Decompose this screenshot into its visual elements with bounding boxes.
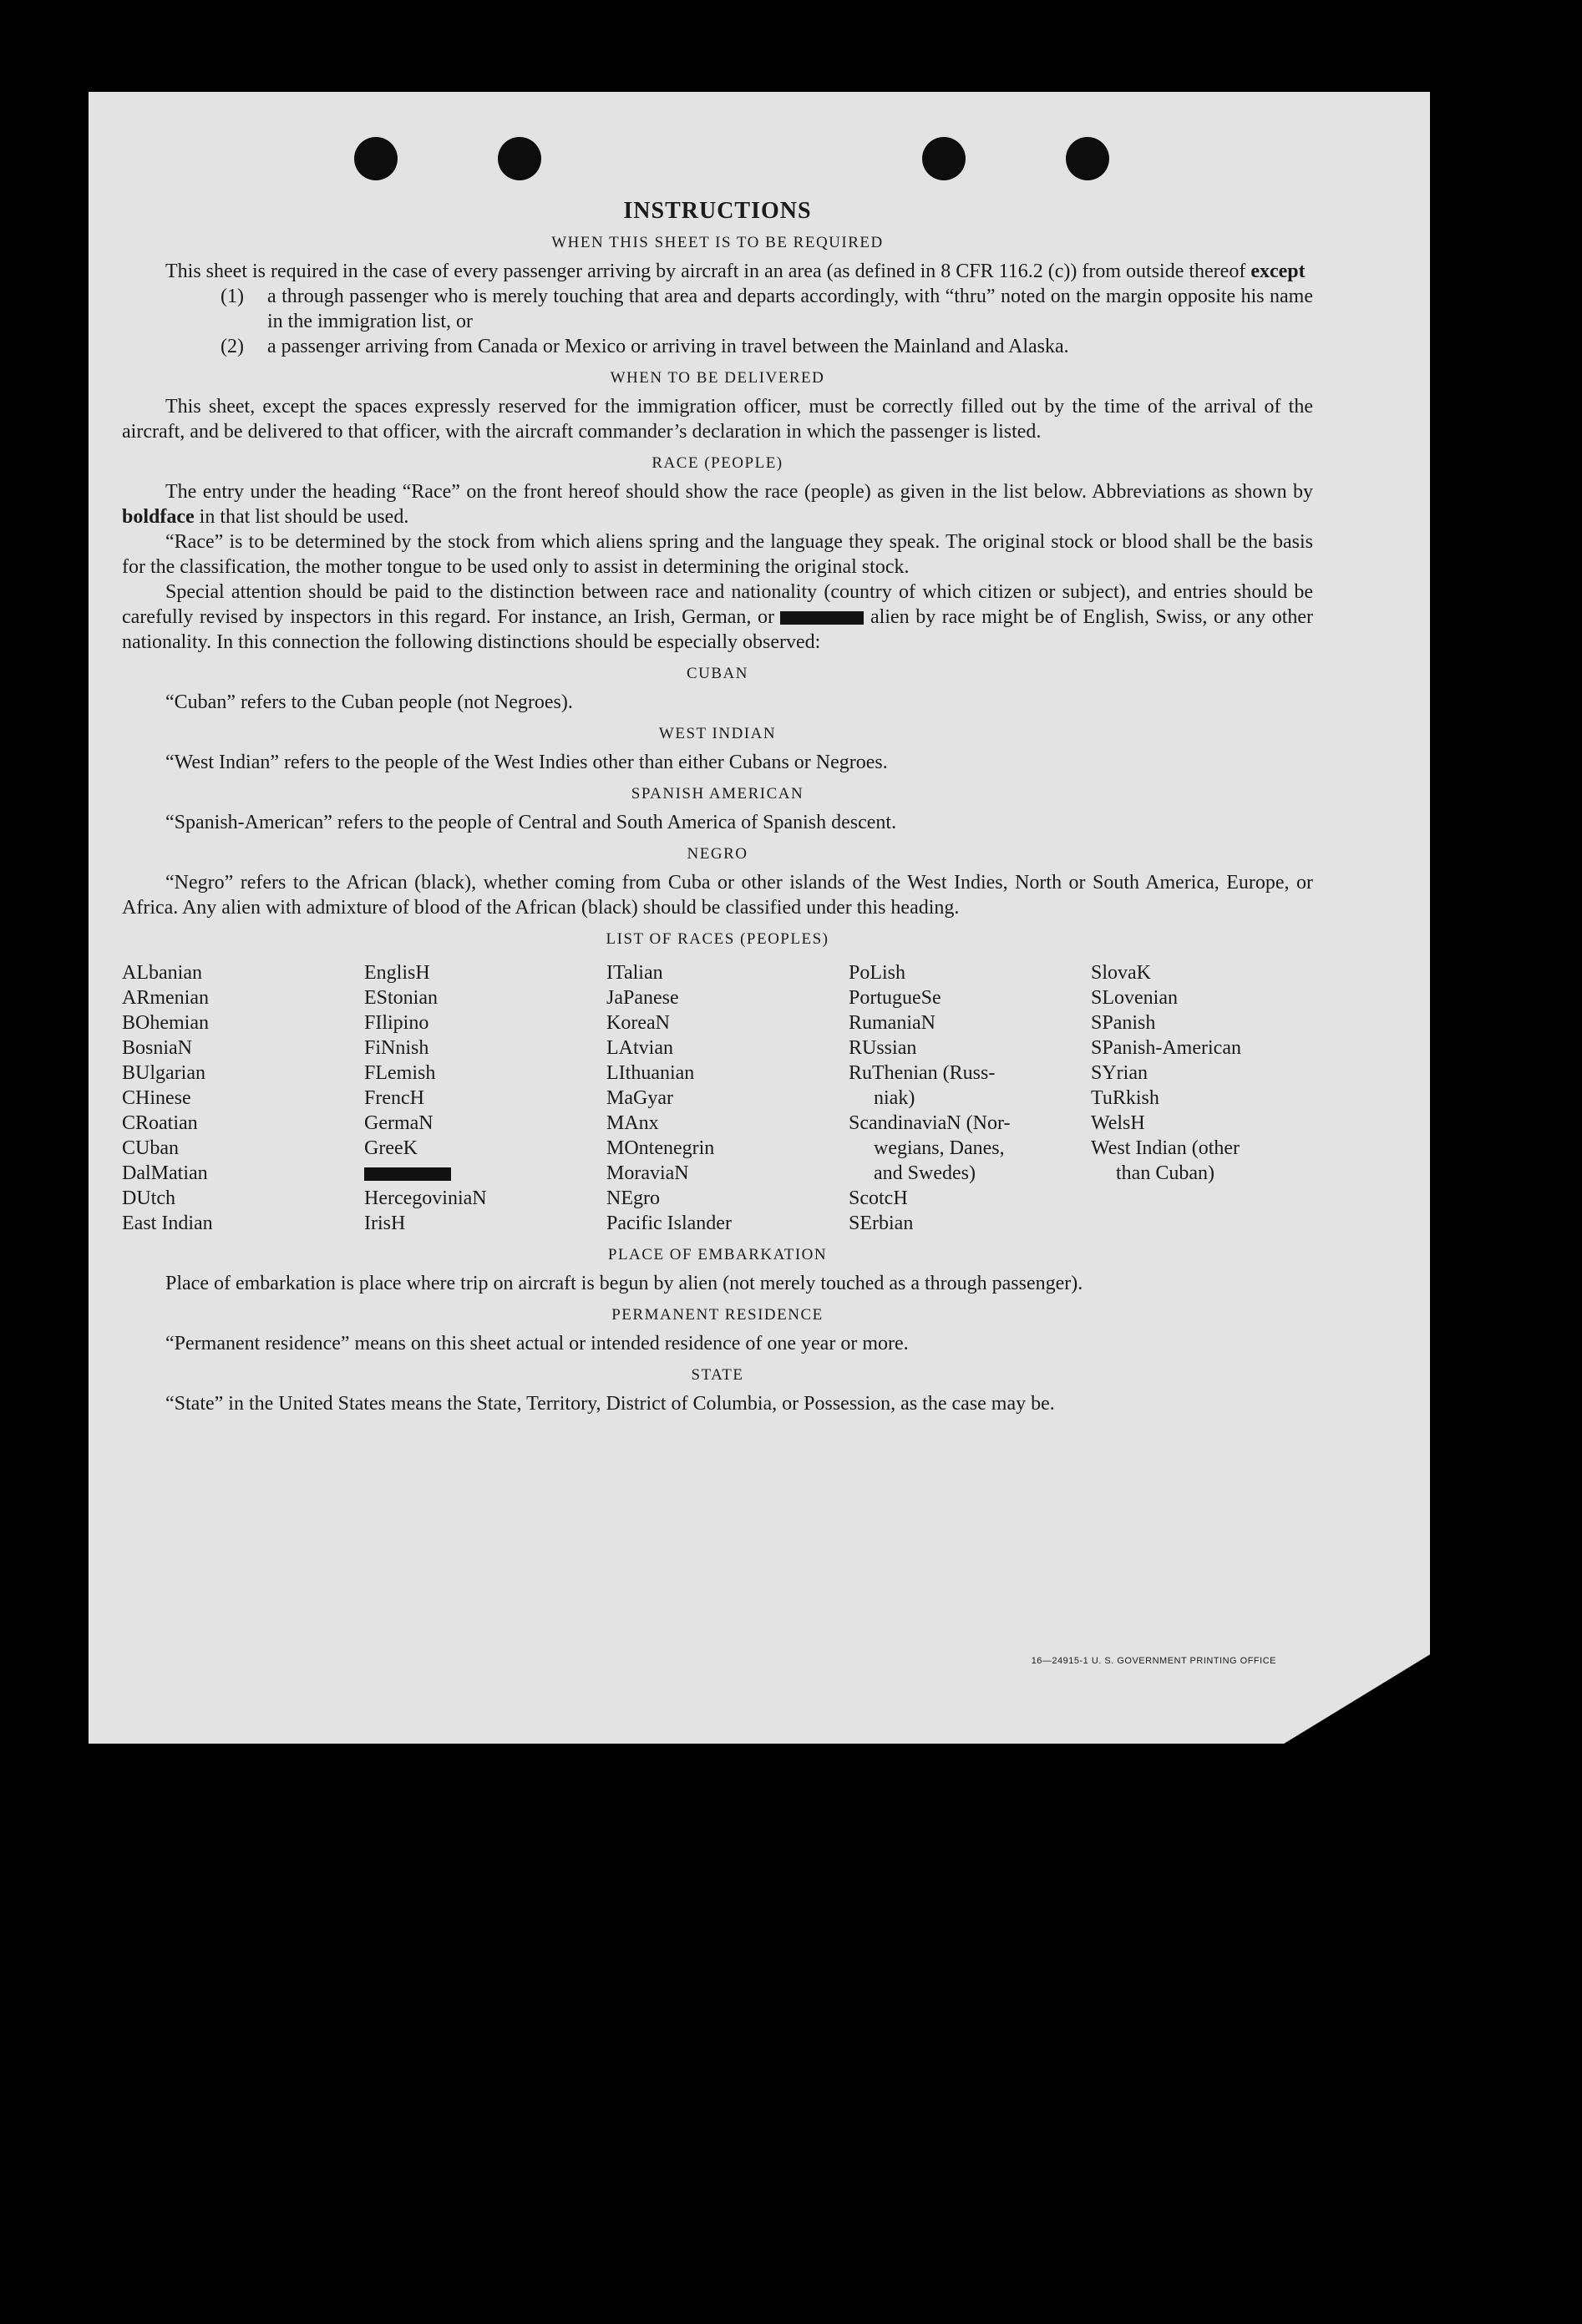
- section-heading: STATE: [691, 1366, 744, 1384]
- race-item: CHinese: [122, 1087, 191, 1109]
- section-heading: PLACE OF EMBARKATION: [607, 1246, 828, 1263]
- race-item: ScandinaviaN (Nor-: [849, 1112, 1011, 1134]
- race-item: MOntenegrin: [606, 1137, 715, 1159]
- race-item: RuThenian (Russ-: [849, 1062, 996, 1084]
- race-item: CUban: [122, 1137, 179, 1159]
- race-item: East Indian: [122, 1213, 213, 1234]
- races-column: [849, 960, 1091, 1236]
- race-item: KoreaN: [606, 1012, 670, 1034]
- race-item: BosniaN: [122, 1037, 192, 1059]
- race-item: FLemish: [364, 1062, 436, 1084]
- folded-corner: [1281, 1653, 1432, 1745]
- race-item: DalMatian: [122, 1162, 208, 1184]
- races-column: [606, 960, 849, 1236]
- races-column: [122, 960, 364, 1236]
- section-heading: NEGRO: [687, 845, 748, 863]
- paragraph-text: The entry under the heading “Race” on the front hereof should show the race (people) as given in the list below. Abbreviations as shown by: [165, 481, 1313, 503]
- race-item: LIthuanian: [606, 1062, 695, 1084]
- race-item: EnglisH: [364, 962, 430, 984]
- race-item: BUlgarian: [122, 1062, 205, 1084]
- race-item: HercegoviniaN: [364, 1187, 487, 1209]
- race-item: GreeK: [364, 1137, 418, 1159]
- race-item: CRoatian: [122, 1112, 198, 1134]
- paragraph: [122, 479, 1313, 529]
- race-item: MAnx: [606, 1112, 659, 1134]
- race-item: SlovaK: [1091, 962, 1151, 984]
- paragraph-text: This sheet is required in the case of every passenger arriving by aircraft in an area (as defined in 8 CFR 116.2 (c)) from outside thereof: [165, 261, 1251, 282]
- race-item: and Swedes): [874, 1162, 976, 1184]
- section-heading: WHEN TO BE DELIVERED: [610, 369, 825, 387]
- punch-hole: [354, 137, 398, 180]
- redaction-mark: [780, 611, 864, 625]
- punch-hole: [498, 137, 541, 180]
- item-text: a through passenger who is merely touching that area and departs accordingly, with “thru” noted on the margin opposite his name in the immigration list, or: [267, 286, 1313, 332]
- race-item: FrencH: [364, 1087, 424, 1109]
- paragraph: “State” in the United States means the State, Territory, District of Columbia, or Possession, as the case may be.: [165, 1393, 1055, 1415]
- paragraph: Place of embarkation is place where trip on aircraft is begun by alien (not merely touched as a through passenger).: [165, 1273, 1083, 1294]
- list-item: [122, 334, 1313, 359]
- list-item: [122, 284, 1313, 334]
- race-item: ARmenian: [122, 987, 209, 1009]
- race-item: MaGyar: [606, 1087, 673, 1109]
- race-item: JaPanese: [606, 987, 679, 1009]
- section-heading: CUBAN: [686, 665, 748, 682]
- punch-hole: [922, 137, 966, 180]
- race-item: than Cuban): [1116, 1162, 1214, 1184]
- paragraph: “Negro” refers to the African (black), whether coming from Cuba or other islands of the West Indies, North or South America, Europe, or Africa. Any alien with admixture of blood of the African (black) should be classified under this heading.: [122, 872, 1313, 919]
- race-item: NEgro: [606, 1187, 660, 1209]
- race-item: SYrian: [1091, 1062, 1148, 1084]
- race-item: MoraviaN: [606, 1162, 689, 1184]
- races-column: [1091, 960, 1333, 1236]
- race-item: FIlipino: [364, 1012, 429, 1034]
- paragraph: [122, 580, 1313, 655]
- race-item: RUssian: [849, 1037, 917, 1059]
- paragraph: [122, 259, 1313, 284]
- race-item: SLovenian: [1091, 987, 1178, 1009]
- item-text: a passenger arriving from Canada or Mexico or arriving in travel between the Mainland and Alaska.: [267, 336, 1069, 357]
- race-item: DUtch: [122, 1187, 175, 1209]
- race-item: FiNnish: [364, 1037, 429, 1059]
- races-list: [122, 960, 1313, 1236]
- item-number: (1): [221, 286, 244, 307]
- race-item: SPanish: [1091, 1012, 1156, 1034]
- emphasis-text: except: [1250, 261, 1306, 282]
- race-item: LAtvian: [606, 1037, 673, 1059]
- race-item: ITalian: [606, 962, 663, 984]
- races-column: [364, 960, 606, 1236]
- race-item: EStonian: [364, 987, 438, 1009]
- race-item: SErbian: [849, 1213, 914, 1234]
- section-heading: WEST INDIAN: [658, 725, 777, 742]
- race-item: SPanish-American: [1091, 1037, 1241, 1059]
- race-item: PoLish: [849, 962, 906, 984]
- race-item: WelsH: [1091, 1112, 1145, 1134]
- race-item: ScotcH: [849, 1187, 908, 1209]
- race-item: RumaniaN: [849, 1012, 936, 1034]
- race-item: niak): [874, 1087, 915, 1109]
- redaction-mark: [364, 1161, 606, 1186]
- paragraph: “Cuban” refers to the Cuban people (not Negroes).: [165, 691, 573, 713]
- section-heading: SPANISH AMERICAN: [631, 785, 804, 803]
- paragraph: “West Indian” refers to the people of the West Indies other than either Cubans or Negroes.: [165, 752, 888, 773]
- race-item: West Indian (other: [1091, 1137, 1240, 1159]
- paragraph-text: Special attention should be paid to the distinction between race and nationality (country of which citizen or subject), and entries should be carefully revised by inspectors in this regard. For instance, an Irish, German, or: [122, 581, 1313, 628]
- race-item: BOhemian: [122, 1012, 209, 1034]
- paragraph: “Permanent residence” means on this sheet actual or intended residence of one year or more.: [165, 1333, 909, 1354]
- section-heading: LIST OF RACES (PEOPLES): [606, 930, 829, 948]
- paragraph-text: alien by race might be of English, Swiss, or any other nationality. In this connection the following distinctions should be especially observed:: [122, 606, 1314, 653]
- paragraph-text: in that list should be used.: [194, 506, 409, 528]
- printer-line: 16—24915-1 U. S. GOVERNMENT PRINTING OFFICE: [1031, 1656, 1276, 1666]
- race-item: IrisH: [364, 1213, 406, 1234]
- section-heading: WHEN THIS SHEET IS TO BE REQUIRED: [551, 234, 884, 251]
- item-number: (2): [221, 336, 244, 357]
- document-title: INSTRUCTIONS: [623, 198, 812, 224]
- paragraph: “Race” is to be determined by the stock from which aliens spring and the language they speak. The original stock or blood shall be the basis for the classification, the mother tongue to be used only to assist in determining the original stock.: [122, 531, 1313, 578]
- race-item: GermaN: [364, 1112, 434, 1134]
- paragraph: “Spanish-American” refers to the people of Central and South America of Spanish descent.: [165, 812, 897, 833]
- instructions-body: [122, 199, 1313, 1416]
- paragraph: This sheet, except the spaces expressly reserved for the immigration officer, must be correctly filled out by the time of the arrival of the aircraft, and be delivered to that officer, with the aircraft commander’s declaration in which the passenger is listed.: [122, 396, 1313, 443]
- section-heading: RACE (PEOPLE): [652, 454, 783, 472]
- emphasis-text: boldface: [122, 506, 195, 528]
- punch-hole: [1066, 137, 1109, 180]
- race-item: PortugueSe: [849, 987, 941, 1009]
- section-heading: PERMANENT RESIDENCE: [611, 1306, 824, 1324]
- race-item: ALbanian: [122, 962, 202, 984]
- race-item: Pacific Islander: [606, 1213, 732, 1234]
- race-item: TuRkish: [1091, 1087, 1159, 1109]
- race-item: wegians, Danes,: [874, 1137, 1005, 1159]
- document-sheet: [89, 92, 1430, 1744]
